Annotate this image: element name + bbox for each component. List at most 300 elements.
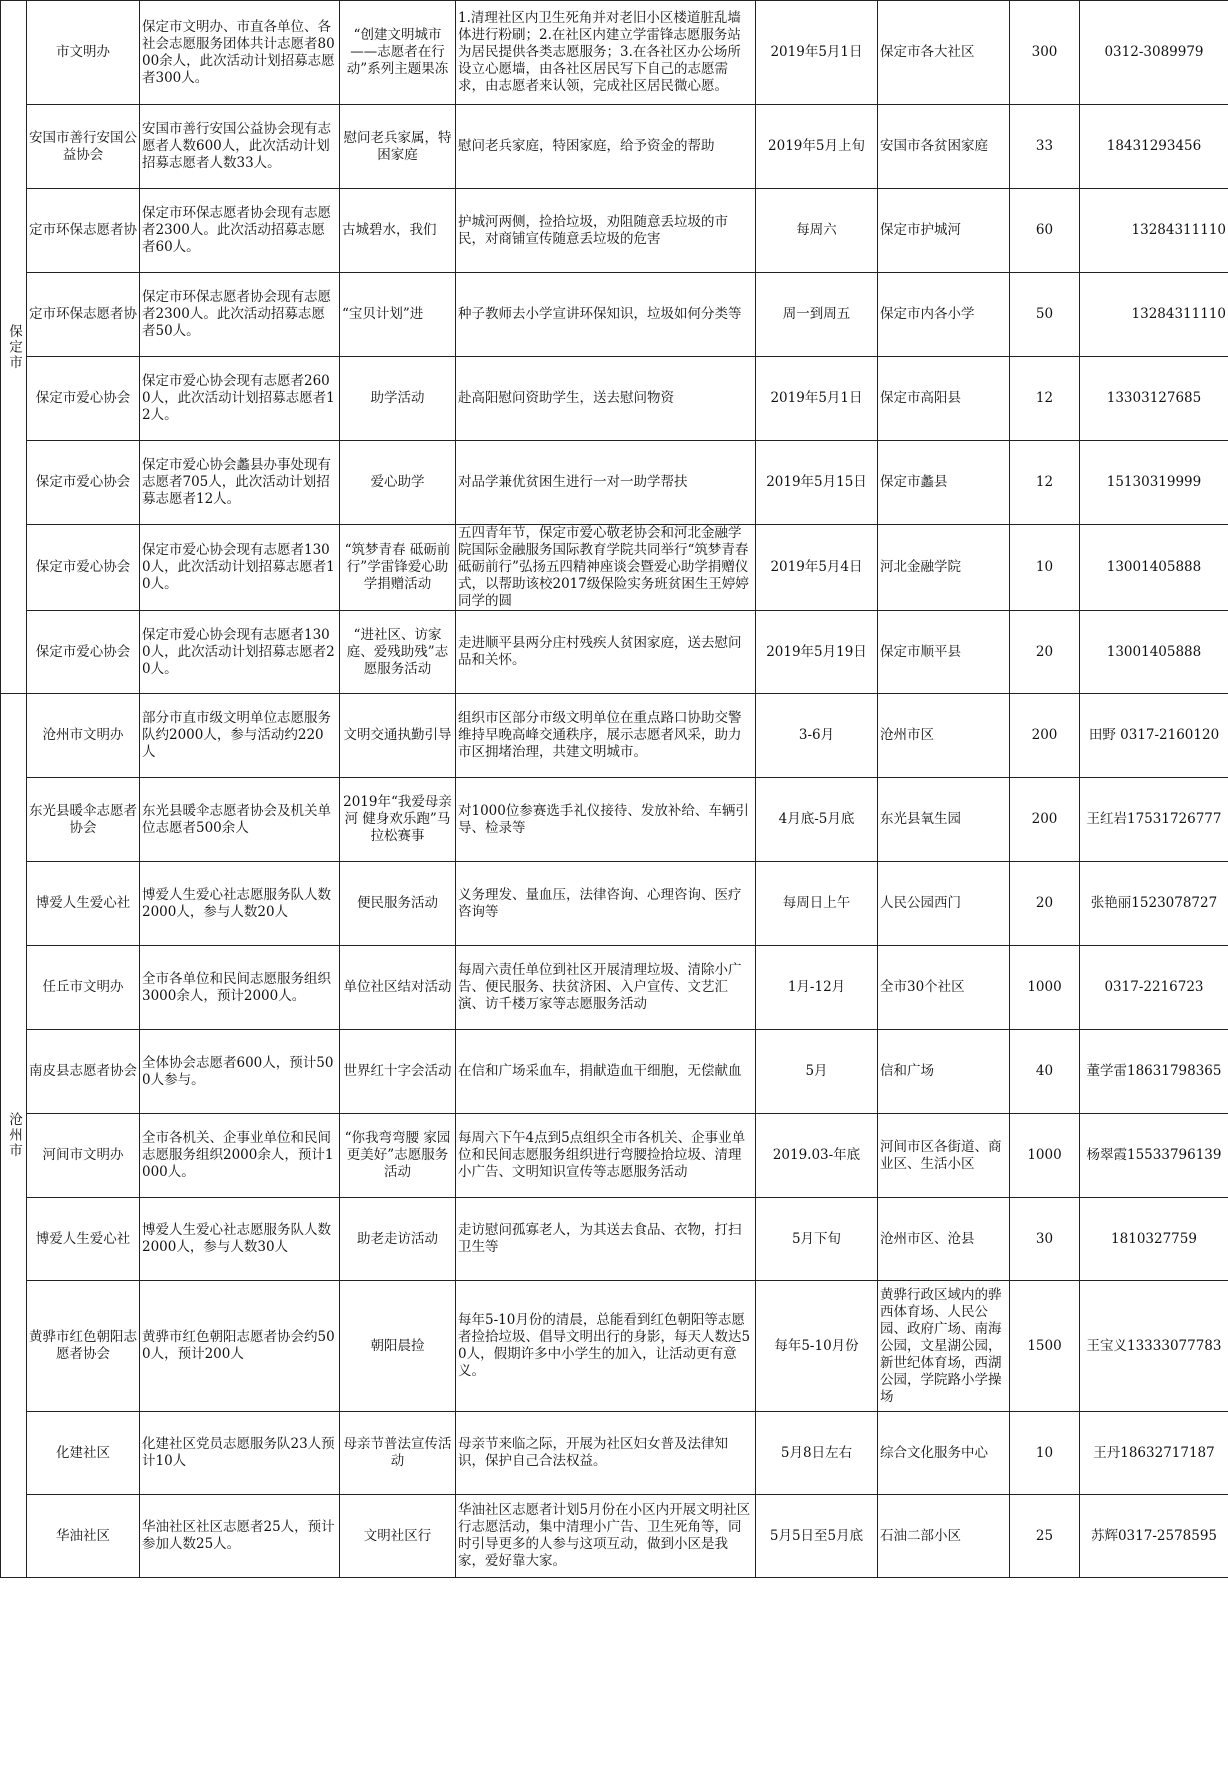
cell-org [27, 1281, 140, 1412]
contact-text: 13284311110 [1131, 306, 1226, 322]
org-text: 任丘市文明办 [42, 979, 124, 995]
name-text: 慰问老兵家属，特困家庭 [343, 129, 452, 163]
cell-name [340, 1495, 456, 1578]
content-text: 走进顺平县两分庄村残疾人贫困家庭，送去慰问品和关怀。 [458, 635, 742, 668]
org-text: 华油社区 [56, 1527, 110, 1544]
cell-content [456, 862, 756, 946]
scale-text: 博爱人生爱心社志愿服务队人数2000人，参与人数20人 [142, 886, 331, 920]
name-text: 2019年“我爱母亲河 健身欢乐跑”马拉松赛事 [343, 794, 452, 844]
cell-count [1010, 189, 1080, 273]
name-text: 文明交通执勤引导 [343, 727, 452, 743]
count-text: 40 [1035, 1063, 1054, 1079]
org-text: 沧州市文明办 [42, 727, 124, 743]
count-text: 33 [1035, 138, 1054, 154]
count-text: 10 [1035, 559, 1054, 575]
cell-name [340, 1030, 456, 1114]
cell-contact [1080, 1412, 1228, 1495]
content-text: 每周六责任单位到社区开展清理垃圾、清除小广告、便民服务、扶贫济困、入户宣传、文艺汇演、访千楼万家等志愿服务活动 [458, 962, 742, 1012]
cell-name [340, 611, 456, 694]
contact-text: 13303127685 [1106, 390, 1202, 406]
count-text: 1000 [1027, 979, 1062, 995]
cell-contact [1080, 1114, 1228, 1198]
place-text: 东光县氧生园 [880, 811, 961, 827]
cell-count [1010, 357, 1080, 441]
table-row [1, 441, 1228, 525]
content-text: 在信和广场采血车，捐献造血干细胞，无偿献血 [458, 1063, 742, 1079]
org-text: 定市环保志愿者协 [29, 306, 137, 322]
org-text: 保定市爱心协会 [35, 643, 131, 660]
cell-scale [140, 611, 340, 694]
cell-place [878, 778, 1010, 862]
cell-time [756, 1412, 878, 1495]
cell-time [756, 611, 878, 694]
time-text: 2019年5月上旬 [768, 138, 865, 154]
time-text: 5月5日至5月底 [769, 1527, 864, 1544]
name-text: 单位社区结对活动 [343, 979, 452, 995]
table-row [1, 778, 1228, 862]
cell-org [27, 1198, 140, 1281]
time-text: 5月8日左右 [780, 1444, 853, 1461]
table-row [1, 525, 1228, 611]
count-text: 12 [1035, 474, 1054, 490]
cell-contact [1080, 862, 1228, 946]
count-text: 12 [1035, 390, 1054, 406]
cell-time [756, 1198, 878, 1281]
cell-time [756, 189, 878, 273]
time-text: 3-6月 [798, 727, 835, 743]
contact-text: 0312-3089979 [1104, 44, 1204, 60]
time-text: 2019年5月1日 [770, 390, 863, 406]
scale-text: 华油社区社区志愿者25人，预计参加人数25人。 [142, 1519, 335, 1552]
place-text: 石油二部小区 [880, 1527, 961, 1544]
cell-org [27, 105, 140, 189]
time-text: 5月下旬 [791, 1230, 842, 1247]
cell-place [878, 694, 1010, 778]
cell-count [1010, 1281, 1080, 1412]
cell-scale [140, 1281, 340, 1412]
cell-scale [140, 1198, 340, 1281]
cell-contact [1080, 611, 1228, 694]
scale-text: 部分市直市级文明单位志愿服务队约2000人，参与活动约220人 [142, 710, 331, 760]
name-text: 世界红十字会活动 [343, 1063, 452, 1079]
cell-count [1010, 525, 1080, 611]
table-row [1, 1412, 1228, 1495]
table-row [1, 273, 1228, 357]
table-row [1, 1, 1228, 105]
contact-text: 王宝义13333077783 [1086, 1337, 1222, 1354]
place-text: 安国市各贫困家庭 [880, 138, 988, 154]
table-row [1, 1114, 1228, 1198]
org-text: 化建社区 [56, 1444, 110, 1461]
table-row [1, 611, 1228, 694]
contact-text: 王红岩17531726777 [1086, 811, 1222, 827]
cell-contact [1080, 1495, 1228, 1578]
cell-name [340, 1114, 456, 1198]
scale-text: 保定市爱心协会现有志愿者2600人，此次活动计划招募志愿者12人。 [142, 373, 335, 423]
time-text: 1月-12月 [787, 979, 846, 995]
cell-place [878, 525, 1010, 611]
place-text: 河间市区各街道、商业区、生活小区 [880, 1138, 1002, 1172]
content-text: 对品学兼优贫困生进行一对一助学帮扶 [458, 474, 688, 490]
table-row [1, 862, 1228, 946]
name-text: “宝贝计划”进 [342, 306, 424, 322]
name-text: 助学活动 [370, 390, 425, 406]
name-text: 便民服务活动 [357, 895, 438, 911]
time-text: 2019年5月1日 [770, 44, 863, 60]
table-row [1, 189, 1228, 273]
cell-place [878, 1281, 1010, 1412]
cell-place [878, 189, 1010, 273]
contact-text: 杨翠霞15533796139 [1086, 1147, 1222, 1163]
name-text: 母亲节普法宣传活动 [343, 1436, 452, 1469]
cell-scale [140, 189, 340, 273]
cell-place [878, 105, 1010, 189]
content-text: 五四青年节，保定市爱心敬老协会和河北金融学院国际金融服务国际教育学院共同举行“筑梦青春 砥砺前行”弘扬五四精神座谈会暨爱心助学捐赠仪式，以帮助该校2017级保险实务班贫困生王婷婷同学的圆 [458, 525, 749, 609]
cell-org [27, 525, 140, 611]
cell-scale [140, 946, 340, 1030]
contact-text: 13001405888 [1106, 643, 1202, 660]
cell-scale [140, 273, 340, 357]
cell-content [456, 189, 756, 273]
scale-text: 保定市文明办、市直各单位、各社会志愿服务团体共计志愿者8000余人，此次活动计划招募志愿者300人。 [142, 18, 335, 86]
scale-text: 全市各机关、企事业单位和民间志愿服务组织2000余人，预计1000人。 [142, 1130, 334, 1180]
cell-org [27, 1412, 140, 1495]
cell-contact [1080, 273, 1228, 357]
cell-org [27, 778, 140, 862]
name-text: 文明社区行 [363, 1527, 432, 1544]
cell-contact [1080, 946, 1228, 1030]
count-text: 60 [1035, 222, 1054, 238]
cell-count [1010, 1114, 1080, 1198]
cell-name [340, 1198, 456, 1281]
name-text: “你我弯弯腰 家园更美好”志愿服务活动 [344, 1130, 451, 1180]
org-text: 市文明办 [56, 44, 110, 60]
cell-org [27, 273, 140, 357]
cell-content [456, 525, 756, 611]
contact-text: 苏辉0317-2578595 [1090, 1527, 1218, 1544]
count-text: 1000 [1027, 1147, 1062, 1163]
content-text: 对1000位参赛选手礼仪接待、发放补给、车辆引导、检录等 [458, 802, 749, 836]
org-text: 安国市善行安国公益协会 [29, 129, 137, 163]
count-text: 20 [1035, 643, 1054, 660]
cell-scale [140, 357, 340, 441]
cell-scale [140, 778, 340, 862]
cell-count [1010, 273, 1080, 357]
cell-count [1010, 1198, 1080, 1281]
cell-scale [140, 1030, 340, 1114]
table-row [1, 357, 1228, 441]
cell-count [1010, 1030, 1080, 1114]
name-text: “进社区、访家庭、爱残助残”志愿服务活动 [346, 626, 449, 677]
org-text: 黄骅市红色朝阳志愿者协会 [29, 1329, 137, 1362]
content-text: 1.清理社区内卫生死角并对老旧小区楼道脏乱墙体进行粉刷；2.在社区内建立学雷锋志愿服务站为居民提供各类志愿服务；3.在各社区办公场所设立心愿墙，由各社区居民写下自己的志愿需求，由志愿者来认领，完成社区居民微心愿。 [458, 10, 741, 94]
cell-count [1010, 611, 1080, 694]
count-text: 200 [1031, 727, 1058, 743]
city-cell: 保定市 [1, 1, 27, 694]
contact-text: 1810327759 [1111, 1230, 1197, 1247]
scale-text: 安国市善行安国公益协会现有志愿者人数600人，此次活动计划招募志愿者人数33人。 [142, 121, 331, 171]
cell-name [340, 778, 456, 862]
place-text: 沧州市区、沧县 [880, 1230, 975, 1247]
cell-contact [1080, 105, 1228, 189]
cell-count [1010, 1412, 1080, 1495]
name-text: 助老走访活动 [357, 1230, 438, 1247]
cell-scale [140, 1495, 340, 1578]
time-text: 2019.03-年底 [772, 1147, 861, 1163]
cell-content [456, 946, 756, 1030]
place-text: 人民公园西门 [880, 895, 961, 911]
time-text: 周一到周五 [782, 306, 851, 322]
org-text: 河间市文明办 [42, 1147, 124, 1163]
cell-time [756, 694, 878, 778]
cell-org [27, 441, 140, 525]
cell-org [27, 1030, 140, 1114]
cell-time [756, 105, 878, 189]
cell-contact [1080, 694, 1228, 778]
count-text: 20 [1035, 895, 1054, 911]
contact-text: 13284311110 [1131, 222, 1226, 238]
time-text: 5月 [805, 1063, 828, 1079]
name-text: 朝阳晨捡 [370, 1337, 425, 1354]
cell-time [756, 525, 878, 611]
name-text: 爱心助学 [370, 474, 425, 490]
contact-text: 15130319999 [1106, 474, 1202, 490]
cell-time [756, 273, 878, 357]
count-text: 300 [1031, 44, 1058, 60]
cell-time [756, 946, 878, 1030]
cell-org [27, 189, 140, 273]
org-text: 定市环保志愿者协 [29, 222, 137, 238]
cell-contact [1080, 357, 1228, 441]
cell-org [27, 1114, 140, 1198]
time-text: 2019年5月19日 [766, 643, 867, 660]
cell-time [756, 778, 878, 862]
cell-content [456, 1114, 756, 1198]
cell-name [340, 525, 456, 611]
place-text: 信和广场 [880, 1063, 934, 1079]
cell-contact [1080, 1198, 1228, 1281]
count-text: 200 [1031, 811, 1058, 827]
cell-time [756, 1, 878, 105]
org-text: 南皮县志愿者协会 [29, 1063, 137, 1079]
cell-count [1010, 441, 1080, 525]
count-text: 25 [1035, 1527, 1054, 1544]
cell-name [340, 273, 456, 357]
cell-time [756, 862, 878, 946]
cell-scale [140, 694, 340, 778]
cell-content [456, 105, 756, 189]
cell-name [340, 1, 456, 105]
cell-count [1010, 105, 1080, 189]
cell-content [456, 1198, 756, 1281]
org-text: 保定市爱心协会 [35, 390, 131, 406]
place-text: 保定市蠡县 [880, 474, 948, 490]
cell-content [456, 694, 756, 778]
contact-text: 0317-2216723 [1104, 979, 1204, 995]
cell-contact [1080, 1, 1228, 105]
cell-place [878, 611, 1010, 694]
cell-count [1010, 1495, 1080, 1578]
place-text: 保定市高阳县 [880, 390, 961, 406]
content-text: 义务理发、量血压，法律咨询、心理咨询、医疗咨询等 [458, 886, 742, 920]
content-text: 华油社区志愿者计划5月份在小区内开展文明社区行志愿活动，集中清理小广告、卫生死角等，同时引导更多的人参与这项互动，做到小区是我家，爱好靠大家。 [458, 1502, 751, 1569]
table-row [1, 1281, 1228, 1412]
content-text: 慰问老兵家庭，特困家庭，给予资金的帮助 [458, 138, 715, 154]
cell-place [878, 1412, 1010, 1495]
count-text: 10 [1035, 1444, 1054, 1461]
org-text: 博爱人生爱心社 [35, 1230, 131, 1247]
scale-text: 黄骅市红色朝阳志愿者协会约500人，预计200人 [142, 1329, 335, 1362]
time-text: 每周日上午 [782, 895, 851, 911]
cell-place [878, 441, 1010, 525]
cell-time [756, 1030, 878, 1114]
contact-text: 18431293456 [1106, 138, 1202, 154]
org-text: 保定市爱心协会 [35, 559, 131, 575]
org-text: 保定市爱心协会 [35, 474, 131, 490]
table-row [1, 105, 1228, 189]
cell-name [340, 946, 456, 1030]
place-text: 保定市护城河 [880, 222, 961, 238]
cell-org [27, 357, 140, 441]
cell-org [27, 1, 140, 105]
cell-count [1010, 1, 1080, 105]
scale-text: 博爱人生爱心社志愿服务队人数2000人，参与人数30人 [142, 1222, 331, 1255]
contact-text: 张艳丽1523078727 [1090, 895, 1218, 911]
cell-scale [140, 525, 340, 611]
place-text: 黄骅行政区域内的骅西体育场、人民公园、政府广场、南海公园，文星湖公园，新世纪体育场，西湖公园，学院路小学操场 [880, 1286, 1002, 1405]
place-text: 综合文化服务中心 [880, 1444, 988, 1461]
scale-text: 保定市环保志愿者协会现有志愿者2300人。此次活动招募志愿者50人。 [142, 289, 331, 339]
scale-text: 全市各单位和民间志愿服务组织3000余人，预计2000人。 [142, 970, 331, 1004]
cell-time [756, 357, 878, 441]
cell-contact [1080, 778, 1228, 862]
cell-contact [1080, 441, 1228, 525]
contact-text: 董学雷18631798365 [1086, 1063, 1222, 1079]
contact-text: 13001405888 [1106, 559, 1202, 575]
place-text: 河北金融学院 [880, 559, 961, 575]
content-text: 组织市区部分市级文明单位在重点路口协助交警维持早晚高峰交通秩序，展示志愿者风采，助力市区拥堵治理，共建文明城市。 [458, 710, 742, 760]
scale-text: 保定市爱心协会现有志愿者1300人，此次活动计划招募志愿者10人。 [142, 542, 335, 592]
cell-scale [140, 1, 340, 105]
cell-content [456, 1281, 756, 1412]
cell-content [456, 273, 756, 357]
cell-name [340, 105, 456, 189]
cell-count [1010, 694, 1080, 778]
place-text: 保定市顺平县 [880, 643, 961, 660]
cell-time [756, 441, 878, 525]
cell-count [1010, 778, 1080, 862]
count-text: 50 [1035, 306, 1054, 322]
place-text: 沧州市区 [880, 727, 934, 743]
cell-scale [140, 862, 340, 946]
cell-place [878, 1495, 1010, 1578]
time-text: 每年5-10月份 [774, 1337, 859, 1354]
cell-org [27, 862, 140, 946]
org-text: 博爱人生爱心社 [35, 895, 131, 911]
time-text: 每周六 [796, 222, 837, 238]
cell-contact [1080, 525, 1228, 611]
cell-name [340, 189, 456, 273]
contact-text: 王丹18632717187 [1093, 1444, 1215, 1461]
count-text: 1500 [1027, 1337, 1062, 1354]
name-text: 古城碧水，我们 [342, 222, 437, 238]
cell-name [340, 862, 456, 946]
cell-content [456, 1, 756, 105]
content-text: 每周六下午4点到5点组织全市各机关、企事业单位和民间志愿服务组织进行弯腰捡拾垃圾、清理小广告、文明知识宣传等志愿服务活动 [458, 1130, 746, 1180]
cell-time [756, 1281, 878, 1412]
cell-org [27, 611, 140, 694]
name-text: “创建文明城市——志愿者在行动”系列主题果冻 [346, 27, 449, 77]
cell-name [340, 694, 456, 778]
cell-name [340, 441, 456, 525]
table-row [1, 1198, 1228, 1281]
cell-content [456, 611, 756, 694]
cell-count [1010, 946, 1080, 1030]
content-text: 赴高阳慰问资助学生，送去慰问物资 [458, 390, 674, 406]
cell-content [456, 441, 756, 525]
cell-scale [140, 105, 340, 189]
cell-content [456, 1412, 756, 1495]
content-text: 每年5-10月份的清晨，总能看到红色朝阳等志愿者捡拾垃圾、倡导文明出行的身影，每天人数达50人，假期许多中小学生的加入，让活动更有意义。 [458, 1312, 751, 1379]
city-cell: 沧州市 [1, 694, 27, 1578]
scale-text: 东光县暖伞志愿者协会及机关单位志愿者500余人 [142, 802, 331, 836]
cell-place [878, 1030, 1010, 1114]
table-row [1, 694, 1228, 778]
cell-content [456, 1030, 756, 1114]
place-text: 保定市各大社区 [880, 44, 975, 60]
cell-org [27, 694, 140, 778]
cell-scale [140, 1412, 340, 1495]
count-text: 30 [1035, 1230, 1054, 1247]
content-text: 护城河两侧，捡拾垃圾，劝阻随意丢垃圾的市民，对商铺宣传随意丢垃圾的危害 [458, 213, 728, 247]
scale-text: 保定市爱心协会现有志愿者1300人，此次活动计划招募志愿者20人。 [142, 626, 335, 677]
time-text: 4月底-5月底 [778, 811, 855, 827]
scale-text: 保定市环保志愿者协会现有志愿者2300人。此次活动招募志愿者60人。 [142, 205, 331, 255]
cell-count [1010, 862, 1080, 946]
cell-place [878, 357, 1010, 441]
place-text: 全市30个社区 [880, 979, 965, 995]
cell-content [456, 1495, 756, 1578]
name-text: “筑梦青春 砥砺前行”学雷锋爱心助学捐赠活动 [344, 542, 451, 592]
place-text: 保定市内各小学 [880, 306, 975, 322]
table-row [1, 1030, 1228, 1114]
scale-text: 化建社区党员志愿服务队23人预计10人 [142, 1436, 335, 1469]
cell-scale [140, 441, 340, 525]
cell-place [878, 1, 1010, 105]
cell-place [878, 862, 1010, 946]
org-text: 东光县暖伞志愿者协会 [29, 802, 137, 836]
table-row [1, 1495, 1228, 1578]
table-row [1, 946, 1228, 1030]
content-text: 母亲节来临之际，开展为社区妇女普及法律知识，保护自己合法权益。 [458, 1436, 728, 1469]
cell-name [340, 357, 456, 441]
cell-contact [1080, 1030, 1228, 1114]
contact-text: 田野 0317-2160120 [1088, 727, 1220, 743]
content-text: 走访慰问孤寡老人，为其送去食品、衣物，打扫卫生等 [458, 1222, 742, 1255]
time-text: 2019年5月4日 [770, 559, 863, 575]
cell-content [456, 357, 756, 441]
cell-place [878, 946, 1010, 1030]
cell-time [756, 1114, 878, 1198]
cell-contact [1080, 189, 1228, 273]
cell-contact [1080, 1281, 1228, 1412]
content-text: 种子教师去小学宣讲环保知识，垃圾如何分类等 [458, 306, 742, 322]
cell-scale [140, 1114, 340, 1198]
cell-name [340, 1412, 456, 1495]
cell-place [878, 273, 1010, 357]
cell-time [756, 1495, 878, 1578]
cell-org [27, 946, 140, 1030]
